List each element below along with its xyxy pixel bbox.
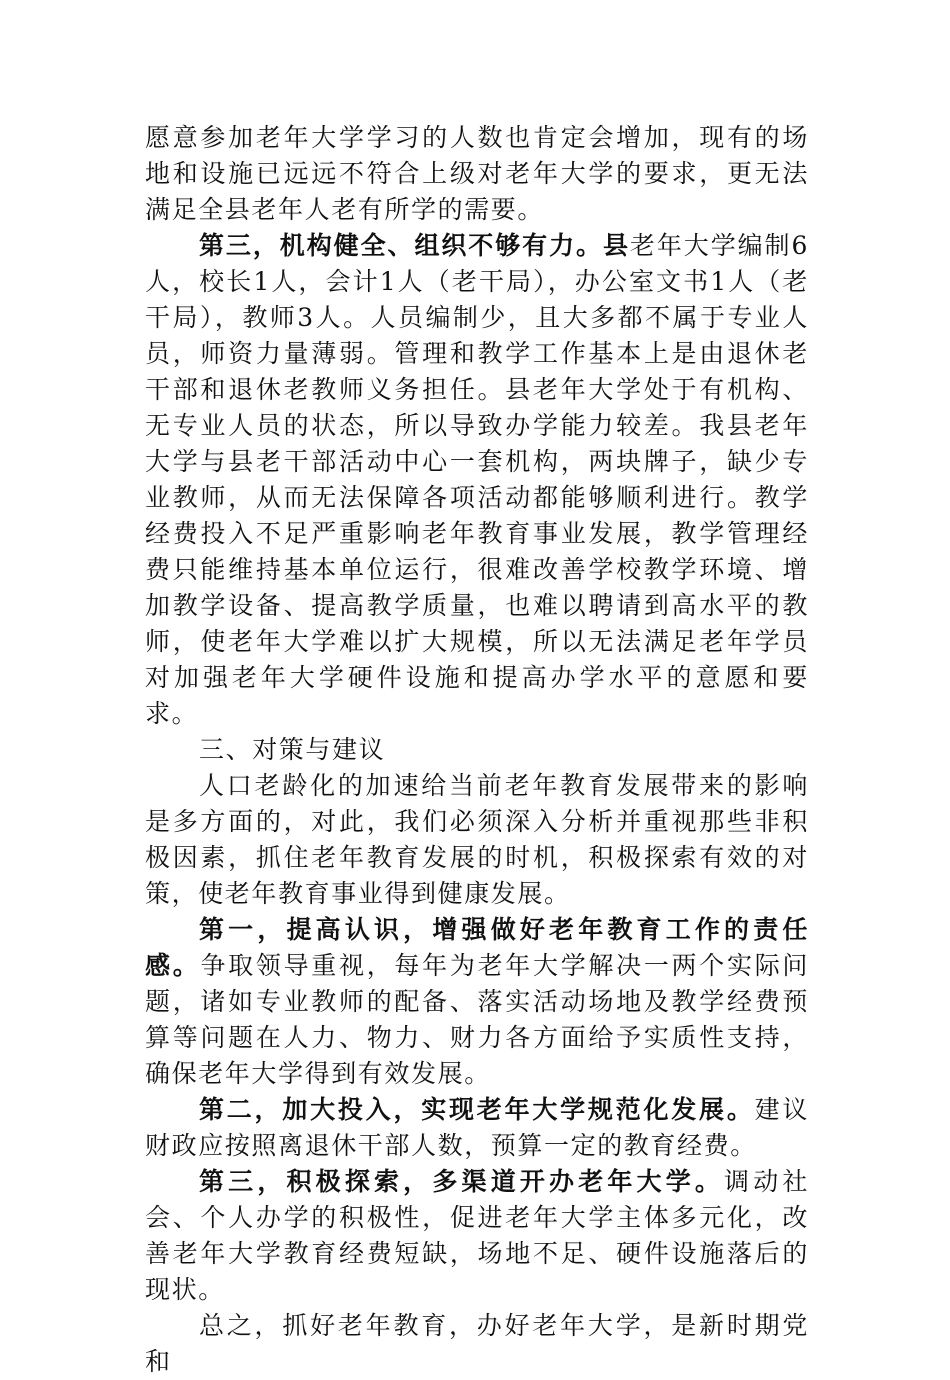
paragraph-conclusion <box>145 1308 809 1380</box>
paragraph-continuation <box>145 120 809 228</box>
paragraph-lead: 第三，积极探索，多渠道开办老年大学。 <box>199 1167 725 1196</box>
document-body <box>145 120 809 1380</box>
paragraph-intro <box>145 768 809 912</box>
paragraph-lead: 第一，提高认识，增强做好老年教育工作的责任感。 <box>145 915 809 980</box>
paragraph-second <box>145 1092 809 1164</box>
paragraph-first <box>145 912 809 1092</box>
paragraph-institution <box>145 228 809 732</box>
paragraph-third <box>145 1164 809 1308</box>
section-heading <box>145 732 809 768</box>
paragraph-text: 建议财政应按照离退休干部人数，预算一定的教育经费。 <box>145 1095 809 1160</box>
paragraph-lead: 第二，加大投入，实现老年大学规范化发展。 <box>199 1095 755 1124</box>
paragraph-text: 愿意参加老年大学学习的人数也肯定会增加，现有的场地和设施已远远不符合上级对老年大学的要求，更无法满足全县老年人老有所学的需要。 <box>145 123 809 224</box>
paragraph-text: 老年大学编制6人，校长1人，会计1人（老干局），办公室文书1人（老干局），教师3人。人员编制少，且大多都不属于专业人员，师资力量薄弱。管理和教学工作基本上是由退休老干部和退休老教师义务担任。县老年大学处于有机构、无专业人员的状态，所以导致办学能力较差。我县老年大学与县老干部活动中心一套机构，两块牌子，缺少专业教师，从而无法保障各项活动都能够顺利进行。教学经费投入不足严重影响老年教育事业发展，教学管理经费只能维持基本单位运行，很难改善学校教学环境、增加教学设备、提高教学质量，也难以聘请到高水平的教师，使老年大学难以扩大规模，所以无法满足老年学员对加强老年大学硬件设施和提高办学水平的意愿和要求。 <box>145 231 809 728</box>
section-heading-text: 三、对策与建议 <box>199 735 386 764</box>
paragraph-text: 人口老龄化的加速给当前老年教育发展带来的影响是多方面的，对此，我们必须深入分析并重视那些非积极因素，抓住老年教育发展的时机，积极探索有效的对策，使老年教育事业得到健康发展。 <box>145 771 809 908</box>
paragraph-lead: 第三，机构健全、组织不够有力。县 <box>199 231 630 260</box>
paragraph-text: 调动社会、个人办学的积极性，促进老年大学主体多元化，改善老年大学教育经费短缺，场地不足、硬件设施落后的现状。 <box>145 1167 809 1304</box>
paragraph-text: 争取领导重视，每年为老年大学解决一两个实际问题，诸如专业教师的配备、落实活动场地及教学经费预算等问题在人力、物力、财力各方面给予实质性支持，确保老年大学得到有效发展。 <box>145 951 810 1088</box>
paragraph-text: 总之，抓好老年教育，办好老年大学，是新时期党和 <box>145 1311 809 1376</box>
